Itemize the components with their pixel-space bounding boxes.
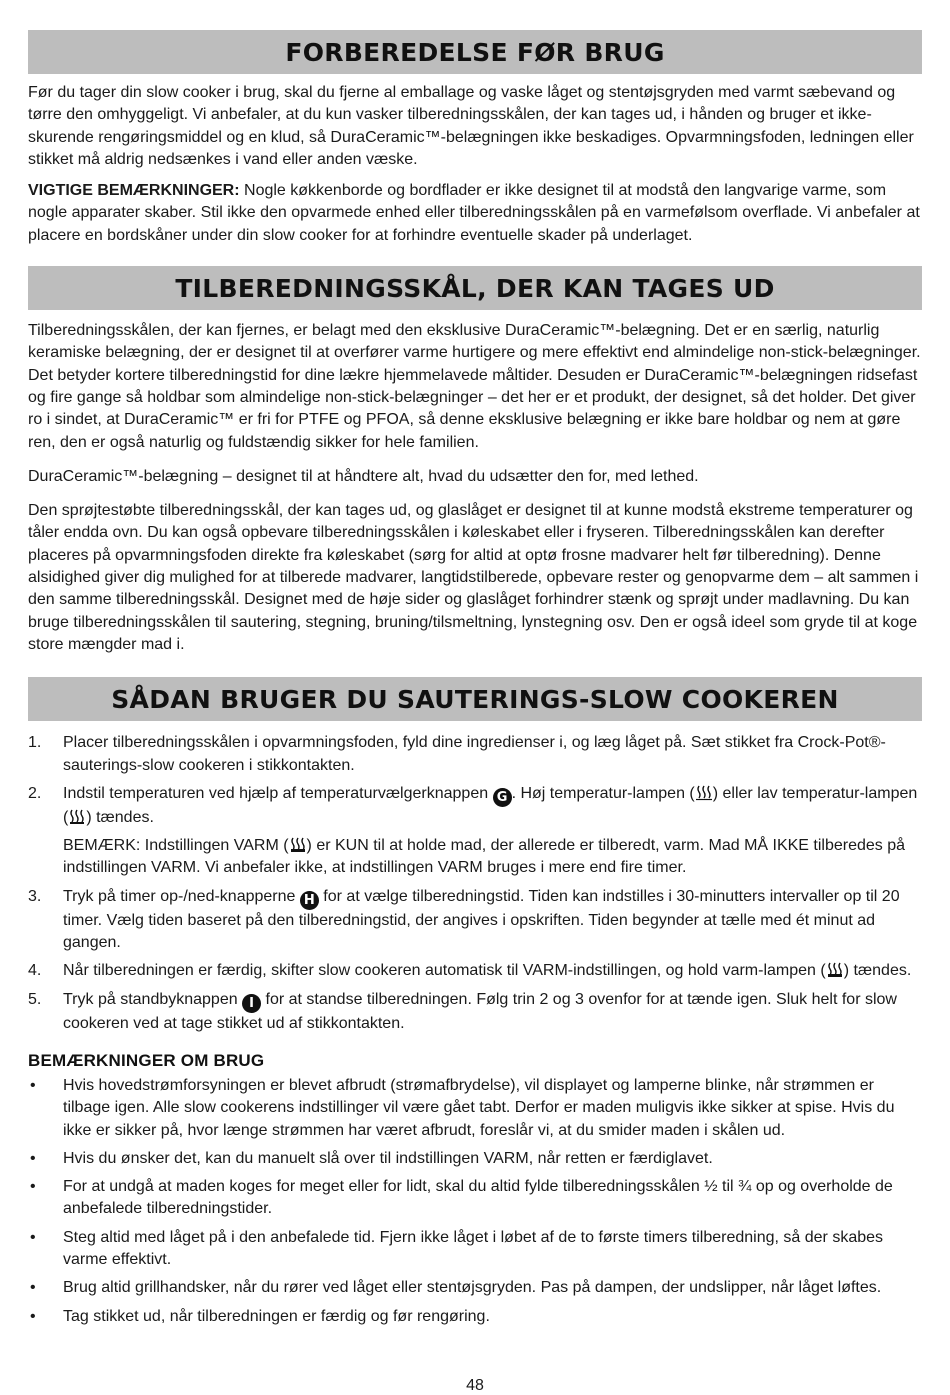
step-number: 4. bbox=[28, 962, 42, 980]
list-item bbox=[28, 1075, 922, 1142]
page-number: 48 bbox=[466, 1377, 484, 1394]
step-number: 3. bbox=[28, 887, 42, 905]
bowl-paragraph-2: DuraCeramic™-belægning – designet til at håndtere alt, hvad du udsætter den for, med lethed. bbox=[28, 467, 699, 485]
manual-page bbox=[28, 30, 922, 1328]
bullet-icon: • bbox=[30, 1228, 36, 1246]
button-i-badge-icon: I bbox=[242, 994, 261, 1013]
section-title-preparation: FORBEREDELSE FØR BRUG bbox=[28, 30, 922, 74]
step-text: for at vælge tilberedningstid. Tiden kan indstilles i 30-minutters intervaller op til 20 timer. Vælg tiden baseret på den tilberedningstid, der angives i opskriften. Tiden begynder at tælle med ét minut ad gangen. bbox=[63, 887, 900, 952]
warm-heat-icon bbox=[826, 960, 844, 978]
usage-step bbox=[28, 989, 922, 1035]
bullet-text: Hvis hovedstrømforsyningen er blevet afbrudt (strømafbrydelse), vil displayet og lamperne blinke, når strømmen er tilbage igen. Alle slow cookerens indstillinger vil være gået tabt. Derfor er maden muligvis ikke sikker at spise. Hvis du ikke er sikker på, hvor længe strømmen har været afbrudt, foreslår vi, at du smider maden i skålen ud. bbox=[63, 1076, 895, 1139]
warm-heat-icon bbox=[289, 835, 307, 853]
step-text: for at standse tilberedningen. Følg trin 2 og 3 ovenfor for at tænde igen. Sluk helt for slow cookeren ved at tage stikket ud af stikkontakten. bbox=[63, 990, 897, 1032]
section-body-preparation bbox=[28, 82, 922, 247]
step-text: Placer tilberedningsskålen i opvarmningsfoden, fyld dine ingredienser i, og læg låget på. Sæt stikket fra Crock-Pot®-sauterings-slow cookeren i stikkontakten. bbox=[63, 734, 886, 774]
bullet-text: For at undgå at maden koges for meget eller for lidt, skal du altid fylde tilberedningsskålen ½ til ¾ op og overholde de anbefalede tilberedningstider. bbox=[63, 1178, 893, 1218]
usage-step bbox=[28, 960, 922, 982]
bowl-paragraph-3: Den sprøjtestøbte tilberedningsskål, der kan tages ud, og glaslåget er designet til at kunne modstå ekstreme temperaturer og tåler endda ovn. Du kan også opbevare tilberedningsskålen i køleskabet eller i fryseren. Tilberedningsskålen kan derefter placeres på opvarmningsfoden direkte fra køleskabet (sørg for altid at optø frosne madvarer helt før tilberedning). Denne alsidighed giver dig mulighed for at tilberede madvarer, langtidstilberede, opbevare rester og genopvarme dem – alt sammen i den samme tilberedningsskål. Designet med de høje sider og glaslåget forhindrer stænk og sprøjt under madlavning. Du kan bruge tilberedningsskålen til sautering, stegning, bruning/tilsmeltning, lynstegning osv. Den er også ideel som gryde til at koge store mængder mad i. bbox=[28, 502, 919, 653]
usage-steps bbox=[28, 732, 922, 1035]
step-text: ) tændes. bbox=[86, 808, 154, 826]
warm-setting-note bbox=[63, 835, 922, 880]
usage-step bbox=[28, 886, 922, 955]
section-body-removable-bowl bbox=[28, 320, 922, 656]
section-title-usage: SÅDAN BRUGER DU SAUTERINGS-SLOW COOKEREN bbox=[28, 677, 922, 721]
bullet-text: Tag stikket ud, når tilberedningen er færdig og før rengøring. bbox=[63, 1307, 490, 1325]
list-item bbox=[28, 1148, 922, 1170]
bullet-text: Brug altid grillhandsker, når du rører ved låget eller stentøjsgryden. Pas på dampen, der undslipper, når låget løftes. bbox=[63, 1279, 882, 1297]
list-item bbox=[28, 1227, 922, 1272]
bowl-paragraph-1: Tilberedningsskålen, der kan fjernes, er belagt med den eksklusive DuraCeramic™-belægning. Det er en særlig, naturlig keramiske belægning, der er designet til at overfører varme hurtigere og mere effektivt end almindelige non-stick-belægninger. Det betyder kortere tilberedningstid for dine lækre hjemmelavede måltider. Desuden er DuraCeramic™-belægningen ridsefast og fire gange så holdbar som almindelige non-stick-belægninger – det her er et produkt, der designet, så det holder. Det giver ro i sindet, at DuraCeramic™ er fri for PTFE og PFOA, så denne eksklusive belægning er ikke bare holdbar og nem at gøre ren, den er også naturlig og fuldstændig sikker for hele familien. bbox=[28, 322, 921, 451]
high-heat-icon bbox=[695, 783, 713, 801]
step-text: Tryk på timer op-/ned-knapperne bbox=[63, 887, 300, 905]
step-text: . Høj temperatur-lampen ( bbox=[511, 784, 695, 802]
important-notes-text: Nogle køkkenborde og bordflader er ikke designet til at modstå den langvarige varme, som nogle apparater skaber. Stil ikke den opvarmede enhed eller tilberedningsskålen på en varmefølsom overflade. Vi anbefaler at placere en bordskåner under din slow cooker for at forhindre eventuelle skader på underlaget. bbox=[28, 182, 920, 244]
step-text: Når tilberedningen er færdig, skifter slow cookeren automatisk til VARM-indstillingen, og hold varm-lampen ( bbox=[63, 962, 826, 980]
step-text: Indstil temperaturen ved hjælp af temperaturvælgerknappen bbox=[63, 784, 493, 802]
bullet-icon: • bbox=[30, 1178, 36, 1196]
important-notes-paragraph bbox=[28, 180, 922, 247]
step-text: ) tændes. bbox=[843, 962, 912, 980]
bullet-icon: • bbox=[30, 1307, 36, 1325]
important-notes-label: VIGTIGE BEMÆRKNINGER: bbox=[28, 182, 240, 200]
usage-step bbox=[28, 732, 922, 777]
note-text: ) er KUN til at holde mad, der allerede er tilberedt, varm. Mad MÅ IKKE tilberedes på indstillingen VARM. Vi anbefaler ikke, at indstillingen VARM bruges i mere end fire timer. bbox=[63, 837, 906, 877]
usage-notes-list bbox=[28, 1075, 922, 1328]
step-number: 2. bbox=[28, 784, 42, 802]
list-item bbox=[28, 1277, 922, 1299]
bullet-text: Hvis du ønsker det, kan du manuelt slå over til indstillingen VARM, når retten er færdiglavet. bbox=[63, 1149, 713, 1167]
bullet-icon: • bbox=[30, 1279, 36, 1297]
note-text: BEMÆRK: Indstillingen VARM ( bbox=[63, 837, 289, 855]
bullet-text: Steg altid med låget på i den anbefalede tid. Fjern ikke låget i løbet af de to første timers tilberedning, så der skabes varme effektivt. bbox=[63, 1228, 884, 1268]
section-title-removable-bowl: TILBEREDNINGSSKÅL, DER KAN TAGES UD bbox=[28, 266, 922, 310]
bullet-icon: • bbox=[30, 1076, 36, 1094]
step-number: 5. bbox=[28, 990, 42, 1008]
usage-step bbox=[28, 783, 922, 880]
step-text: ) eller lav temperatur-lampen ( bbox=[63, 784, 918, 826]
usage-notes-heading: BEMÆRKNINGER OM BRUG bbox=[28, 1050, 265, 1070]
list-item bbox=[28, 1176, 922, 1221]
step-text: Tryk på standbyknappen bbox=[63, 990, 243, 1008]
preparation-paragraph: Før du tager din slow cooker i brug, skal du fjerne al emballage og vaske låget og stentøjsgryden med varmt sæbevand og tørre den omhyggeligt. Vi anbefaler, at du kun vasker tilberedningsskålen, der kan tages ud, i hånden og bruger et ikke-skurende rengøringsmiddel og en klud, så DuraCeramic™-belægningen ikke beskadiges. Opvarmningsfoden, ledningen eller stikket må aldrig nedsænkes i vand eller anden væske. bbox=[28, 84, 914, 168]
bullet-icon: • bbox=[30, 1149, 36, 1167]
step-number: 1. bbox=[28, 734, 42, 752]
button-h-badge-icon: H bbox=[300, 891, 319, 910]
low-heat-icon bbox=[68, 807, 86, 825]
button-g-badge-icon: G bbox=[493, 788, 512, 807]
list-item bbox=[28, 1306, 922, 1328]
